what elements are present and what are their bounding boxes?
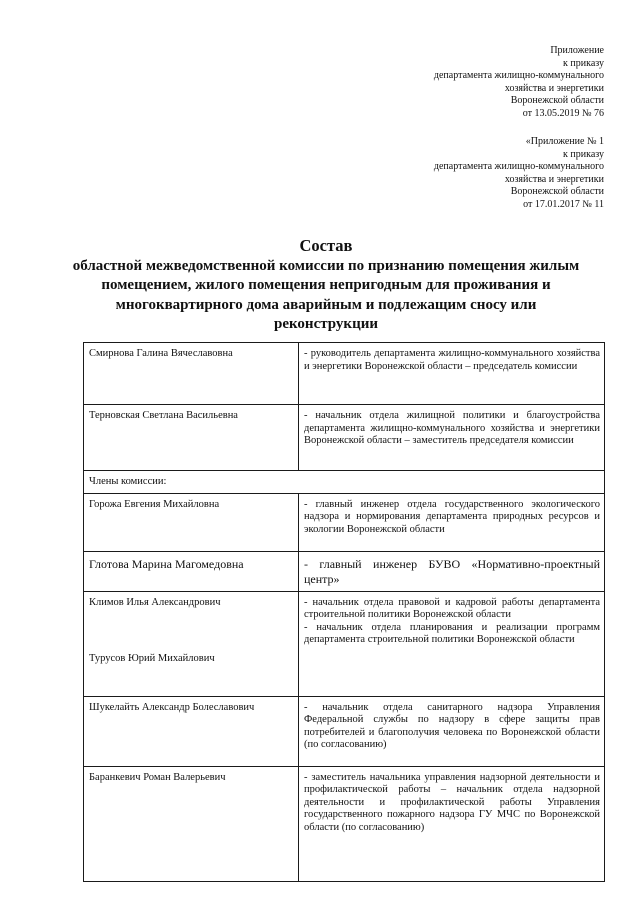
appendix-line: Приложение	[550, 45, 604, 56]
table-row	[84, 591, 605, 696]
member-name: Глотова Марина Магомедовна	[84, 551, 299, 591]
appendix-line: к приказу	[563, 57, 604, 69]
members-label: Члены комиссии:	[84, 471, 605, 494]
table-row	[84, 405, 605, 471]
spacer	[89, 631, 294, 653]
table-row	[84, 766, 605, 881]
member-name: Баранкевич Роман Валерьевич	[84, 766, 299, 881]
title-line: реконструкции	[273, 316, 378, 332]
member-name-pair	[84, 591, 299, 696]
member-role: - главный инженер отдела государственного экологического надзора и нормирования департамента природных ресурсов и экологии Воронежской области	[299, 493, 605, 551]
spacer	[89, 609, 294, 631]
commission-table	[83, 342, 605, 882]
appendix-line: от 13.05.2019 № 76	[522, 107, 604, 119]
member-role: - главный инженер БУВО «Нормативно-проектный центр»	[299, 551, 605, 591]
appendix-line: хозяйства и энергетики	[504, 82, 604, 94]
appendix-line: от 17.01.2017 № 11	[523, 198, 604, 210]
table-row	[84, 696, 605, 766]
appendix-previous-header	[344, 136, 604, 211]
member-name: Шукелайть Александр Болеславович	[84, 696, 299, 766]
appendix-current-header	[344, 45, 604, 120]
member-role-pair	[299, 591, 605, 696]
member-role: - начальник отдела правовой и кадровой работы департамента строительной политики Воронежской области	[304, 596, 600, 620]
member-role: - заместитель начальника управления надзорной деятельности и профилактической работы – начальник отдела надзорной деятельности и профилактической работы Управления государственного пожарного надзора ГУ МЧС по Воронежской области (по согласованию)	[299, 766, 605, 881]
member-name: Терновская Светлана Васильевна	[84, 405, 299, 471]
member-role: - руководитель департамента жилищно-коммунального хозяйства и энергетики Воронежской области – председатель комиссии	[299, 343, 605, 405]
title-line: областной межведомственной комиссии по признанию помещения жилым	[72, 257, 580, 274]
member-role: - начальник отдела планирования и реализации программ департамента строительной политики Воронежской области	[304, 621, 600, 645]
member-role: - начальник отдела жилищной политики и благоустройства департамента жилищно-коммунального хозяйства и энергетики Воронежской области – заместитель председателя комиссии	[299, 405, 605, 471]
appendix-line: департамента жилищно-коммунального	[433, 161, 604, 172]
appendix-line: к приказу	[563, 148, 604, 160]
member-name: Смирнова Галина Вячеславовна	[84, 343, 299, 405]
document-title	[70, 236, 582, 335]
table-row	[84, 493, 605, 551]
member-name: Турусов Юрий Михайлович	[89, 653, 215, 664]
table-row	[84, 471, 605, 494]
appendix-line: «Приложение № 1	[525, 136, 604, 147]
title-line: помещением, жилого помещения непригодным для проживания и	[101, 277, 551, 293]
title-line: многоквартирного дома аварийным и подлежащим сносу или	[115, 296, 537, 313]
title-main: Состав	[299, 236, 353, 255]
member-name: Горожа Евгения Михайловна	[84, 493, 299, 551]
appendix-line: Воронежской области	[510, 186, 604, 197]
appendix-line: департамента жилищно-коммунального	[433, 70, 604, 81]
member-name: Климов Илья Александрович	[89, 596, 221, 608]
appendix-line: хозяйства и энергетики	[504, 173, 604, 185]
member-role: - начальник отдела санитарного надзора Управления Федеральной службы по надзору в сфере защиты прав потребителей и благополучия человека по Воронежской области (по согласованию)	[299, 696, 605, 766]
table-row	[84, 551, 605, 591]
table-row	[84, 343, 605, 405]
appendix-line: Воронежской области	[510, 95, 604, 106]
